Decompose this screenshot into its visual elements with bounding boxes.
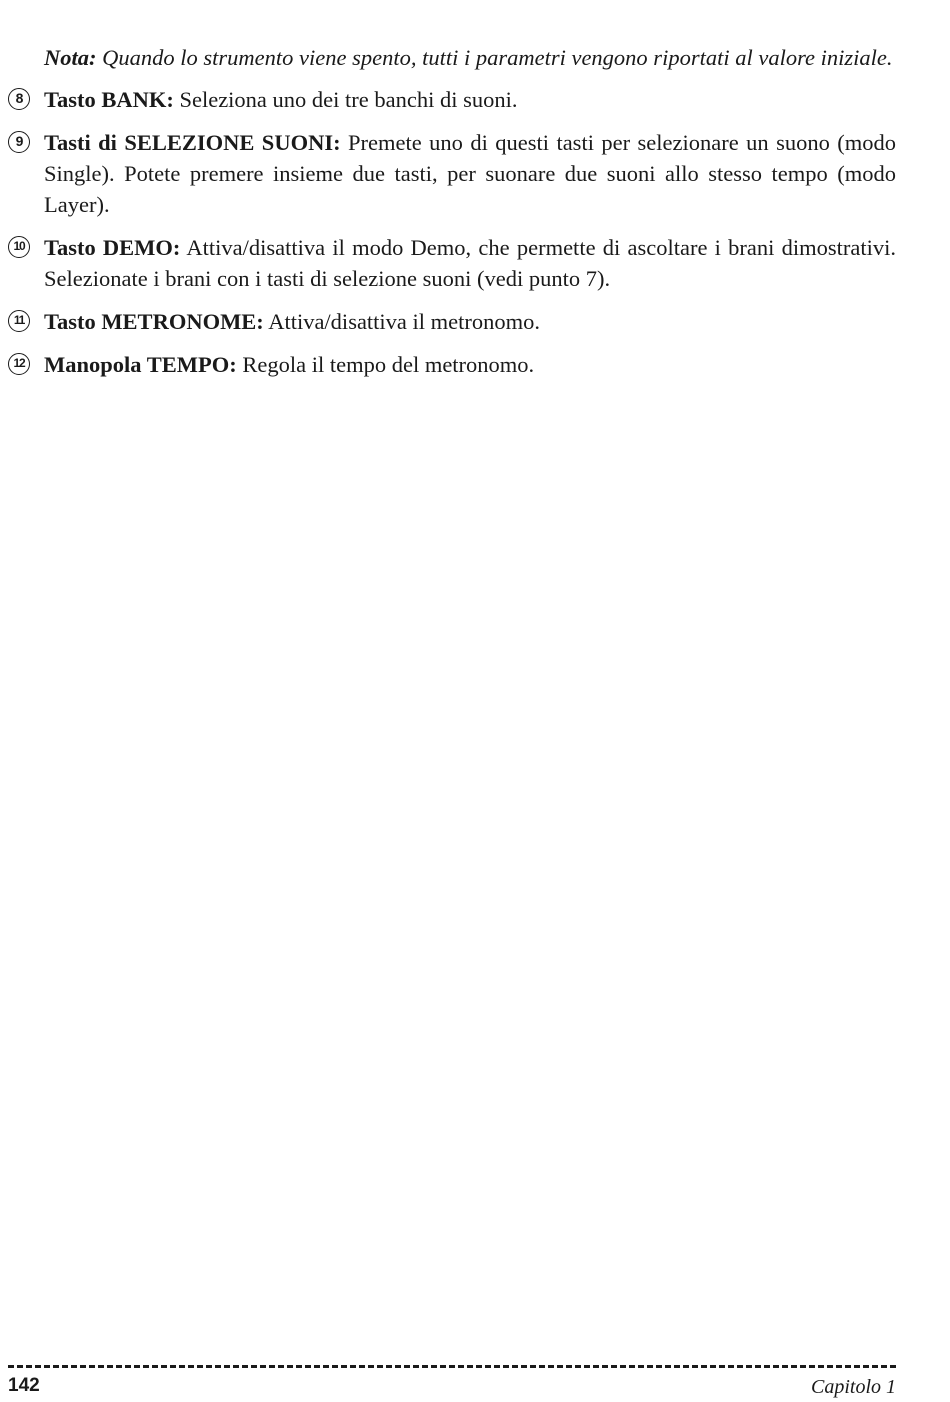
item-description: Premete uno di questi tasti per selezionare un suono (modo Single). Potete premere insieme due tasti, per suonare due suoni allo stesso tempo (modo Layer). xyxy=(44,130,897,217)
circled-number-8: 8 xyxy=(8,88,30,110)
circled-number-10: 10 xyxy=(8,236,30,258)
list-item-bank xyxy=(15,84,896,115)
list-item-demo xyxy=(13,232,896,294)
chapter-label: Capitolo 1 xyxy=(810,1376,896,1398)
item-term: Tasti di SELEZIONE SUONI: xyxy=(44,130,341,155)
item-description: Regola il tempo del metronomo. xyxy=(236,352,535,377)
note-text: Quando lo strumento viene spento, tutti i parametri vengono riportati al valore iniziale. xyxy=(96,45,893,70)
page-number: 142 xyxy=(8,1375,40,1396)
item-term: Tasto DEMO: xyxy=(44,235,181,260)
circled-number-9: 9 xyxy=(8,131,30,153)
item-term: Tasto BANK: xyxy=(44,87,174,112)
list-item-selezione-suoni xyxy=(15,127,897,220)
page-content xyxy=(13,42,897,392)
item-description: Attiva/disattiva il modo Demo, che permette di ascoltare i brani dimostrativi. Selezionate i brani con i tasti di selezione suoni (vedi punto 7). xyxy=(44,235,896,291)
note-label: Nota: xyxy=(44,45,97,70)
item-description: Seleziona uno dei tre banchi di suoni. xyxy=(173,87,518,112)
note-paragraph xyxy=(44,42,896,73)
circled-number-12: 12 xyxy=(8,353,30,375)
footer-divider xyxy=(8,1365,896,1368)
item-term: Tasto METRONOME: xyxy=(44,309,264,334)
item-term: Manopola TEMPO: xyxy=(44,352,237,377)
list-item-metronome xyxy=(13,306,896,337)
item-description: Attiva/disattiva il metronomo. xyxy=(263,309,541,334)
circled-number-11: 11 xyxy=(8,310,30,332)
list-item-tempo xyxy=(13,349,896,380)
